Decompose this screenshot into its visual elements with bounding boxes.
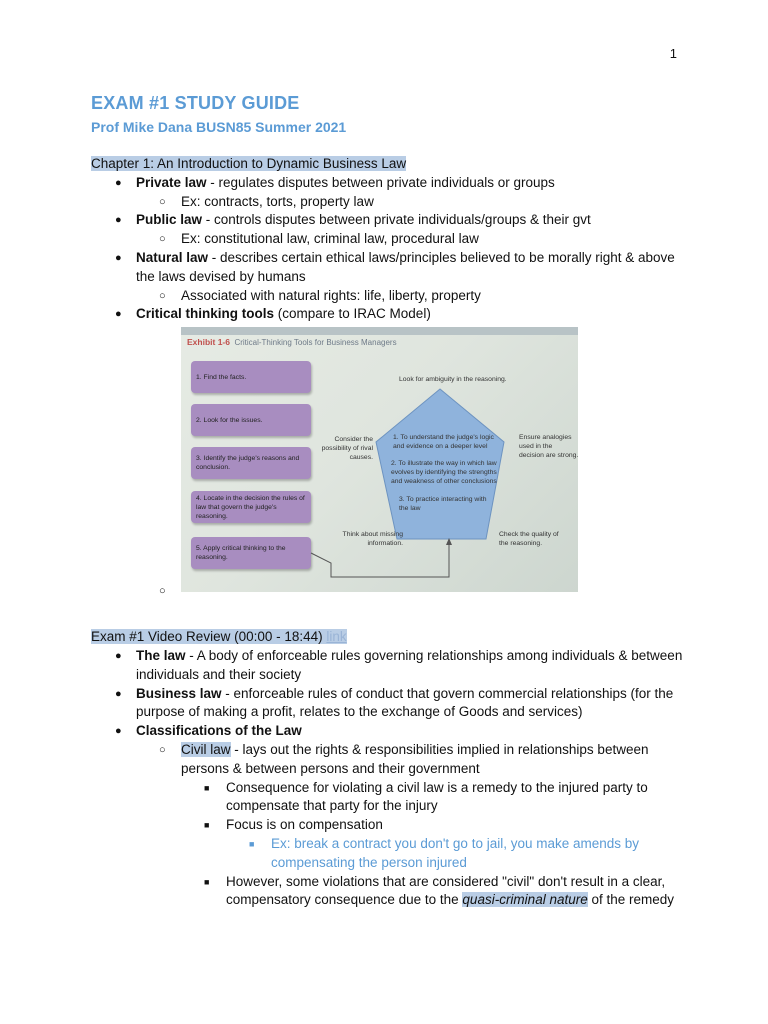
exhibit-step-4-text: 4. Locate in the decision the rules of law that govern the judge's reasoning. — [196, 494, 305, 520]
around-right-text: Ensure analogies used in the decision are strong. — [519, 434, 578, 460]
page-number: 1 — [669, 46, 677, 61]
term-critical-thinking: Critical thinking tools — [136, 306, 275, 322]
list-item-business-law — [91, 685, 691, 723]
example-natural-law: Associated with natural rights: life, liberty, property — [181, 287, 481, 303]
list-item-civil-consequence — [91, 779, 691, 817]
around-top-text: Look for ambiguity in the reasoning. — [399, 376, 507, 384]
review-list — [91, 647, 691, 910]
def-business-law: - enforceable rules of conduct that govern commercial relationships (for the purpose of making a profit, relates to the exchange of Goods and services) — [136, 685, 674, 720]
exhibit-caption: Critical-Thinking Tools for Business Managers — [234, 338, 397, 348]
civil-however-end: of the remedy — [587, 892, 675, 908]
hollow-bullet-icon: ○ — [159, 585, 166, 598]
exhibit-step-5-text: 5. Apply critical thinking to the reasoning. — [196, 545, 286, 562]
around-left-text: Consider the possibility of rival causes. — [321, 436, 373, 462]
exhibit-step-1-text: 1. Find the facts. — [196, 373, 247, 381]
quasi-criminal-highlight: quasi-criminal nature — [462, 892, 588, 908]
review-video-link[interactable]: link — [326, 629, 347, 645]
review-heading-text: Exam #1 Video Review (00:00 - 18:44) — [91, 629, 327, 645]
list-item-public-law — [91, 211, 691, 230]
def-the-law: - A body of enforceable rules governing relationships among individuals & between individuals and their society — [136, 647, 683, 682]
square-bullet-icon: ■ — [249, 838, 255, 849]
bullet-icon: ● — [115, 251, 122, 264]
term-private-law: Private law — [136, 174, 207, 190]
list-item-civil-law — [91, 741, 691, 779]
bullet-icon: ● — [115, 214, 122, 227]
list-item-private-law-example — [91, 193, 691, 212]
term-business-law: Business law — [136, 685, 222, 701]
civil-however-text: However, some violations that are considered "civil" don't result in a clear, compensatory consequence due to the — [226, 873, 666, 908]
around-bottom-right-text: Check the quality of the reasoning. — [499, 531, 559, 548]
example-public-law: Ex: constitutional law, criminal law, procedural law — [181, 231, 479, 247]
exhibit-step-2-text: 2. Look for the issues. — [196, 416, 263, 424]
bullet-icon: ● — [115, 176, 122, 189]
list-item-critical-thinking — [91, 305, 691, 324]
list-item-natural-law — [91, 249, 691, 287]
chapter1-heading-text: Chapter 1: An Introduction to Dynamic Business Law — [91, 156, 407, 171]
spacer — [91, 610, 691, 628]
def-critical-thinking: (compare to IRAC Model) — [274, 306, 431, 322]
center-item-3: 3. To practice interacting with the law — [399, 496, 487, 513]
list-item-civil-however — [91, 873, 691, 911]
chapter1-heading — [91, 155, 691, 174]
list-item-civil-focus — [91, 816, 691, 835]
bullet-icon: ● — [115, 687, 122, 700]
list-item-the-law — [91, 647, 691, 685]
hollow-bullet-icon: ○ — [159, 289, 166, 302]
document-body — [91, 155, 691, 910]
term-natural-law: Natural law — [136, 249, 209, 265]
around-bottom-left-text: Think about missing information. — [342, 531, 403, 548]
bullet-icon: ● — [115, 308, 122, 321]
chapter1-list — [91, 174, 691, 324]
term-civil-law: Civil law — [181, 741, 231, 757]
empty-sub-item — [91, 585, 691, 610]
hollow-bullet-icon: ○ — [159, 743, 166, 756]
exhibit-image — [181, 327, 578, 592]
hollow-bullet-icon: ○ — [159, 195, 166, 208]
square-bullet-icon: ■ — [204, 782, 210, 793]
example-private-law: Ex: contracts, torts, property law — [181, 193, 374, 209]
list-item-private-law — [91, 174, 691, 193]
def-private-law: - regulates disputes between private individuals or groups — [206, 174, 555, 190]
center-item-1: 1. To understand the judge's logic and evidence on a deeper level — [393, 434, 494, 451]
list-item-civil-example — [91, 835, 691, 873]
exhibit-label: Exhibit 1-6 — [187, 337, 230, 348]
hollow-bullet-icon: ○ — [159, 233, 166, 246]
bullet-icon: ● — [115, 649, 122, 662]
review-heading — [91, 628, 691, 647]
document-title: EXAM #1 STUDY GUIDE — [91, 93, 300, 113]
def-civil-law: - lays out the rights & responsibilities implied in relationships between persons & between persons and their government — [181, 741, 649, 776]
center-item-2: 2. To illustrate the way in which law evolves by identifying the strengths and weakness of other conclusions — [391, 460, 497, 486]
def-natural-law: - describes certain ethical laws/principles believed to be morally right & above the laws devised by humans — [136, 249, 675, 284]
exhibit-step-3-text: 3. Identify the judge's reasons and conclusion. — [196, 455, 300, 472]
civil-example-text: Ex: break a contract you don't go to jail, you make amends by compensating the person injured — [271, 835, 640, 870]
term-classifications: Classifications of the Law — [136, 723, 302, 739]
list-item-public-law-example — [91, 230, 691, 249]
term-public-law: Public law — [136, 212, 203, 228]
term-the-law: The law — [136, 647, 186, 663]
civil-focus-text: Focus is on compensation — [226, 817, 383, 833]
def-public-law: - controls disputes between private individuals/groups & their gvt — [202, 212, 591, 228]
civil-consequence-text: Consequence for violating a civil law is a remedy to the injured party to compensate that party for the injury — [226, 779, 648, 814]
bullet-icon: ● — [115, 725, 122, 738]
square-bullet-icon: ■ — [204, 820, 210, 831]
list-item-classifications — [91, 722, 691, 741]
document-subtitle: Prof Mike Dana BUSN85 Summer 2021 — [91, 119, 347, 135]
list-item-natural-law-example — [91, 287, 691, 306]
square-bullet-icon: ■ — [204, 876, 210, 887]
